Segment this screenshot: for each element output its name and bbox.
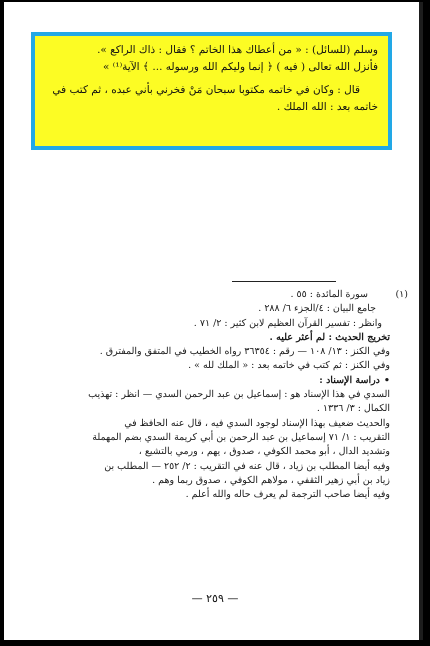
footnote-line: وفي الكنز : ثم كتب في خاتمه بعد : « الملك لله » .: [188, 360, 390, 372]
footnote-line: زياد بن أبي زهير الثقفي ، مولاهم الكوفي ، صدوق ربما وهم .: [152, 474, 390, 486]
footnote-line: الكمال : ٣/ ١٣٣٦ .: [316, 403, 390, 415]
footnote-line: التقريب : ١/ ٧١ إسماعيل بن عبد الرحمن بن أبي كريمة السدي بضم المهملة: [92, 431, 390, 443]
footnote-number: (١): [395, 289, 408, 300]
footnote-heading: •دراسة الإسناد :: [319, 374, 390, 386]
footnote-line: وفيه أيضا صاحب الترجمة لم يعرف حاله والله أعلم .: [185, 489, 390, 501]
passage-line-4: خاتمه بعد : الله الملك .: [276, 101, 378, 113]
footnote-line: والحديث ضعيف بهذا الإسناد لوجود السدي فيه ، قال عنه الحافظ في: [124, 417, 390, 429]
passage-line-1: وسلم (للسائل) : « من أعطاك هذا الخاتم ؟ فقال : ذاك الراكع ».: [97, 44, 378, 56]
footnote-line: جامع البيان : ٤/الجزء ٦/ ٢٨٨ .: [258, 303, 376, 315]
footnote-line: (١) سورة المائدة : ٥٥ .: [38, 288, 390, 302]
footnote-line: وانظر : تفسير القرآن العظيم لابن كثير : ٢/ ٧١ .: [193, 317, 382, 329]
footnote-line: وفي الكنز : ١٣/ ١٠٨ — رقم : ٣٦٣٥٤ رواه الخطيب في المتفق والمفترق .: [99, 346, 390, 358]
page-number: — ٢٥٩ —: [191, 592, 239, 605]
footnote-separator: [232, 281, 336, 282]
footnote-line: السدي في هذا الإسناد هو : إسماعيل بن عبد الرحمن السدي — انظر : تهذيب: [88, 389, 390, 401]
footnote-line: وفيه أيضا المطلب بن زياد ، قال عنه في التقريب : ٢/ ٢٥٢ — المطلب بن: [104, 460, 390, 472]
passage-line-2: فأنزل الله تعالى ( فيه ) ﴿ إنما وليكم الله ورسوله ... ﴾ الآية⁽¹⁾ »: [103, 61, 378, 73]
footnote-line: وتشديد الدال ، أبو محمد الكوفي ، صدوق ، يهم ، ورمي بالتشيع ،: [138, 446, 390, 458]
passage-line-3: قال : وكان في خاتمه مكتوبا سبحان مَنْ فخرني بأني عبده ، ثم كتب في: [52, 84, 360, 96]
highlighted-passage: [31, 32, 392, 150]
page-edge-shadow: [419, 2, 423, 640]
footnotes: [38, 288, 408, 502]
footnote-heading: تخريج الحديث : لم أعثر عليه .: [269, 331, 390, 343]
